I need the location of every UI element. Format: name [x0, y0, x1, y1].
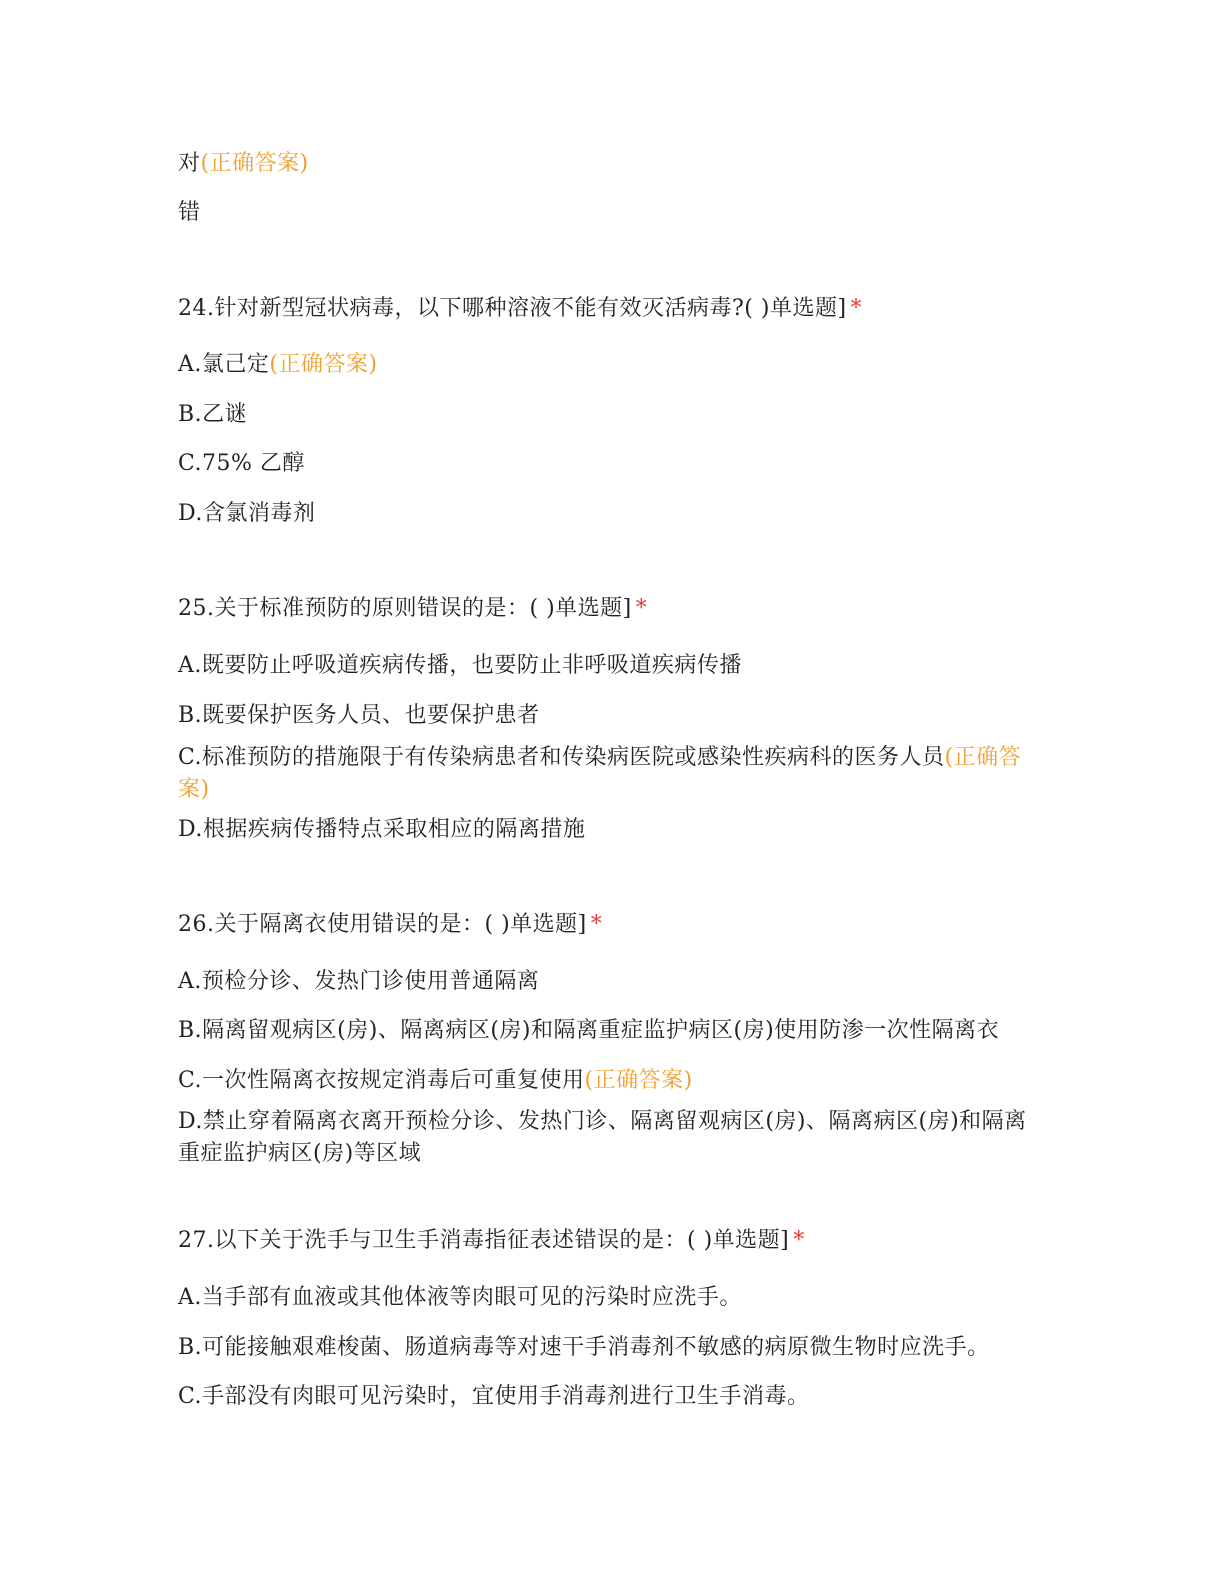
required-mark: * — [850, 296, 863, 321]
option-text: A.既要防止呼吸道疾病传播，也要防止非呼吸道疾病传播 — [178, 653, 742, 678]
required-mark: * — [635, 596, 648, 621]
option-text: D.根据疾病传播特点采取相应的隔离措施 — [178, 817, 586, 842]
option-text: D.禁止穿着隔离衣离开预检分诊、发热门诊、隔离留观病区(房)、隔离病区(房)和隔离重症监护病区(房)等区域 — [178, 1109, 1027, 1166]
option-row — [178, 742, 1028, 806]
option-row — [178, 400, 247, 430]
option-row — [178, 1382, 810, 1412]
question-title — [178, 1226, 805, 1256]
option-row — [178, 815, 585, 845]
question-title — [178, 594, 647, 624]
question-title — [178, 294, 862, 324]
option-text: 错 — [178, 200, 201, 225]
option-text: C.标准预防的措施限于有传染病患者和传染病医院或感染性疾病科的医务人员 — [178, 745, 945, 770]
option-text: C.手部没有肉眼可见污染时，宜使用手消毒剂进行卫生手消毒。 — [178, 1384, 810, 1409]
option-row — [178, 198, 201, 228]
required-mark: * — [590, 912, 603, 937]
option-row — [178, 967, 539, 997]
question-title-text: 25.关于标准预防的原则错误的是：( )单选题] — [178, 596, 632, 621]
option-text: A.预检分诊、发热门诊使用普通隔离 — [178, 969, 540, 994]
option-row — [178, 651, 742, 681]
option-text: B.乙谜 — [178, 402, 248, 427]
correct-answer-tag: (正确答案) — [178, 745, 1022, 802]
option-row — [178, 449, 305, 479]
option-text: 对 — [178, 151, 201, 176]
option-text: B.隔离留观病区(房)、隔离病区(房)和隔离重症监护病区(房)使用防渗一次性隔离衣 — [178, 1018, 1000, 1043]
option-text: A.氯己定 — [178, 352, 270, 377]
question-title — [178, 910, 602, 940]
question-title-text: 24.针对新型冠状病毒，以下哪种溶液不能有效灭活病毒?( )单选题] — [178, 296, 847, 321]
option-text: C.75% 乙醇 — [178, 451, 305, 476]
option-row — [178, 1106, 1028, 1170]
option-text: C.一次性隔离衣按规定消毒后可重复使用 — [178, 1068, 585, 1093]
option-row — [178, 1333, 990, 1363]
option-row — [178, 1066, 693, 1096]
option-row — [178, 149, 309, 179]
question-title-text: 26.关于隔离衣使用错误的是：( )单选题] — [178, 912, 587, 937]
option-text: A.当手部有血液或其他体液等肉眼可见的污染时应洗手。 — [178, 1285, 742, 1310]
option-row — [178, 1283, 742, 1313]
option-text: B.可能接触艰难梭菌、肠道病毒等对速干手消毒剂不敏感的病原微生物时应洗手。 — [178, 1335, 990, 1360]
option-text: B.既要保护医务人员、也要保护患者 — [178, 703, 540, 728]
correct-answer-tag: (正确答案) — [200, 151, 309, 176]
correct-answer-tag: (正确答案) — [269, 352, 378, 377]
correct-answer-tag: (正确答案) — [584, 1068, 693, 1093]
option-row — [178, 499, 315, 529]
required-mark: * — [793, 1228, 805, 1253]
option-row — [178, 1016, 999, 1046]
option-text: D.含氯消毒剂 — [178, 501, 316, 526]
option-row — [178, 701, 540, 731]
question-title-text: 27.以下关于洗手与卫生手消毒指征表述错误的是：( )单选题] — [178, 1228, 790, 1253]
option-row — [178, 350, 378, 380]
